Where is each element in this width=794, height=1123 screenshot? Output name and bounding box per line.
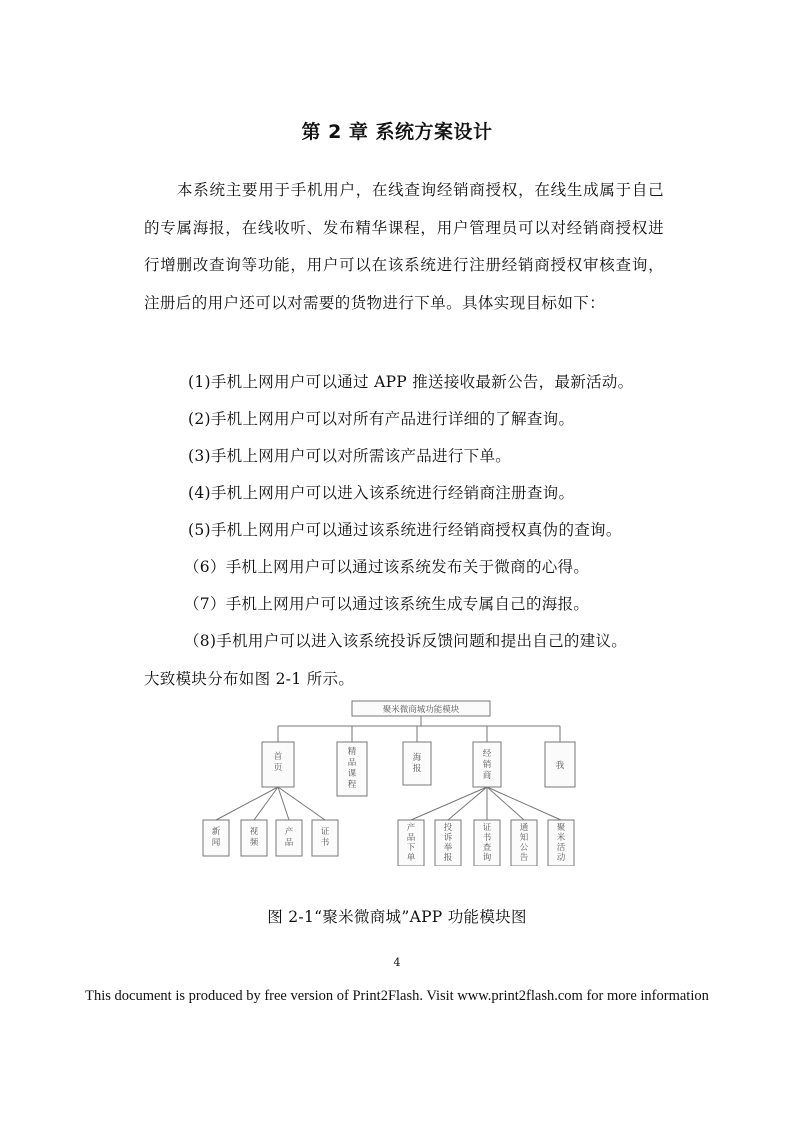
list-item: (4)手机上网用户可以进入该系统进行经销商注册查询。 <box>188 484 575 502</box>
submodule-news-label: 新闻 <box>211 827 221 848</box>
list-item: （6）手机上网用户可以通过该系统发布关于微商的心得。 <box>184 558 590 576</box>
list-item: (2)手机上网用户可以对所有产品进行详细的了解查询。 <box>188 410 575 428</box>
submodule-notice-label: 通知公告 <box>519 823 529 863</box>
list-item: （8)手机用户可以进入该系统投诉反馈问题和提出自己的建议。 <box>184 632 628 650</box>
module-dealer-label: 经销商 <box>482 749 492 781</box>
submodule-video-label: 视频 <box>249 827 259 848</box>
module-poster-label: 海报 <box>412 753 422 774</box>
list-item: (1)手机上网用户可以通过 APP 推送接收最新公告，最新活动。 <box>188 373 634 391</box>
watermark-footer: This document is produced by free version of Print2Flash. Visit www.print2flash.com for more information <box>85 988 709 1004</box>
figure-reference-text: 大致模块分布如图 2-1 所示。 <box>144 670 355 688</box>
module-me-label: 我 <box>555 761 565 771</box>
list-item: （7）手机上网用户可以通过该系统生成专属自己的海报。 <box>184 595 590 613</box>
module-home-label: 首页 <box>273 752 283 773</box>
submodule-cert-query-label: 证书查询 <box>482 823 492 863</box>
list-item: (5)手机上网用户可以通过该系统进行经销商授权真伪的查询。 <box>188 521 622 539</box>
module-courses-label: 精品课程 <box>347 747 357 790</box>
module-diagram <box>190 696 610 866</box>
submodule-complaint-label: 投诉举报 <box>443 823 453 863</box>
intro-paragraph: 本系统主要用于手机用户，在线查询经销商授权，在线生成属于自己的专属海报，在线收听、发布精华课程，用户管理员可以对经销商授权进行增删改查询等功能，用户可以在该系统进行注册经销商授权审核查询，注册后的用户还可以对需要的货物进行下单。具体实现目标如下： <box>144 181 664 312</box>
submodule-activity-label: 聚米活动 <box>556 823 566 863</box>
list-item: (3)手机上网用户可以对所需该产品进行下单。 <box>188 447 512 465</box>
page-number: 4 <box>393 956 401 969</box>
submodule-order-label: 产品下单 <box>406 823 416 863</box>
submodule-certificate-label: 证书 <box>320 827 330 848</box>
chapter-title: 第 2 章 系统方案设计 <box>301 121 493 143</box>
root-node-label: 聚米微商城功能模块 <box>382 705 460 715</box>
figure-caption: 图 2-1“聚米微商城”APP 功能模块图 <box>267 908 527 926</box>
submodule-product-label: 产品 <box>284 827 294 848</box>
